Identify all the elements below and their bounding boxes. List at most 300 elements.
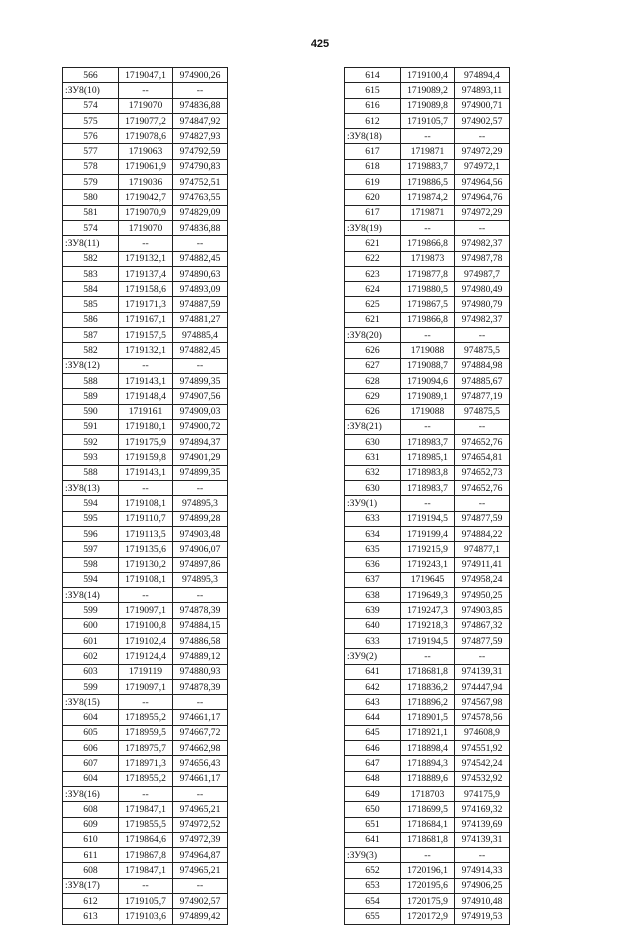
table-row	[345, 588, 510, 603]
x-coordinate-cell: 1719103,6	[119, 909, 173, 924]
table-row	[63, 190, 228, 205]
point-number-cell: :ЗУ8(20)	[345, 328, 401, 343]
table-row	[345, 664, 510, 679]
point-number-cell: 626	[345, 404, 401, 419]
table-row	[345, 98, 510, 113]
y-coordinate-cell: --	[173, 695, 228, 710]
y-coordinate-cell: --	[455, 649, 510, 664]
x-coordinate-cell: 1719194,5	[401, 511, 455, 526]
point-number-cell: 578	[63, 159, 119, 174]
point-number-cell: 588	[63, 373, 119, 388]
point-number-cell: 629	[345, 389, 401, 404]
y-coordinate-cell: 974139,31	[455, 832, 510, 847]
point-number-cell: 614	[345, 68, 401, 83]
table-row	[345, 358, 510, 373]
x-coordinate-cell: 1719180,1	[119, 419, 173, 434]
y-coordinate-cell: 974661,17	[173, 710, 228, 725]
y-coordinate-cell: 974895,3	[173, 572, 228, 587]
y-coordinate-cell: 974893,09	[173, 282, 228, 297]
x-coordinate-cell: 1720195,6	[401, 878, 455, 893]
point-number-cell: 627	[345, 358, 401, 373]
table-row	[345, 618, 510, 633]
point-number-cell: :ЗУ8(13)	[63, 481, 119, 496]
x-coordinate-cell: 1719873	[401, 251, 455, 266]
y-coordinate-cell: 974652,76	[455, 435, 510, 450]
table-row	[345, 312, 510, 327]
y-coordinate-cell: 974792,59	[173, 144, 228, 159]
x-coordinate-cell: 1719874,2	[401, 190, 455, 205]
y-coordinate-cell: 974965,21	[173, 802, 228, 817]
point-number-cell: 633	[345, 633, 401, 648]
point-number-cell: :ЗУ8(16)	[63, 786, 119, 801]
point-number-cell: 599	[63, 603, 119, 618]
table-row	[63, 588, 228, 603]
point-number-cell: 610	[63, 832, 119, 847]
table-row	[63, 603, 228, 618]
table-row	[345, 450, 510, 465]
y-coordinate-cell: 974972,1	[455, 159, 510, 174]
table-row	[345, 266, 510, 281]
table-row	[345, 404, 510, 419]
point-number-cell: 625	[345, 297, 401, 312]
point-number-cell: 649	[345, 786, 401, 801]
point-number-cell: 589	[63, 389, 119, 404]
x-coordinate-cell: 1719847,1	[119, 863, 173, 878]
x-coordinate-cell: --	[401, 848, 455, 863]
point-number-cell: 624	[345, 282, 401, 297]
x-coordinate-cell: 1719130,2	[119, 557, 173, 572]
x-coordinate-cell: --	[401, 649, 455, 664]
y-coordinate-cell: 974875,5	[455, 343, 510, 358]
point-number-cell: 647	[345, 756, 401, 771]
y-coordinate-cell: 974884,98	[455, 358, 510, 373]
table-row	[63, 98, 228, 113]
table-row	[345, 679, 510, 694]
y-coordinate-cell: 974882,45	[173, 251, 228, 266]
point-number-cell: 616	[345, 98, 401, 113]
y-coordinate-cell: 974894,4	[455, 68, 510, 83]
table-row	[345, 144, 510, 159]
point-number-cell: 611	[63, 848, 119, 863]
table-row	[63, 511, 228, 526]
point-number-cell: 641	[345, 664, 401, 679]
y-coordinate-cell: 974972,52	[173, 817, 228, 832]
table-row	[345, 129, 510, 144]
point-number-cell: :ЗУ8(17)	[63, 878, 119, 893]
table-row	[63, 205, 228, 220]
y-coordinate-cell: 974890,63	[173, 266, 228, 281]
x-coordinate-cell: 1718921,1	[401, 725, 455, 740]
y-coordinate-cell: 974894,37	[173, 435, 228, 450]
y-coordinate-cell: 974169,32	[455, 802, 510, 817]
x-coordinate-cell: 1719855,5	[119, 817, 173, 832]
y-coordinate-cell: 974903,48	[173, 526, 228, 541]
point-number-cell: 588	[63, 465, 119, 480]
y-coordinate-cell: 974885,4	[173, 328, 228, 343]
x-coordinate-cell: 1719119	[119, 664, 173, 679]
table-row	[63, 894, 228, 909]
x-coordinate-cell: 1718901,5	[401, 710, 455, 725]
table-row	[63, 710, 228, 725]
x-coordinate-cell: 1719243,1	[401, 557, 455, 572]
y-coordinate-cell: 974903,85	[455, 603, 510, 618]
y-coordinate-cell: 974652,73	[455, 465, 510, 480]
y-coordinate-cell: 974895,3	[173, 496, 228, 511]
table-row	[345, 878, 510, 893]
point-number-cell: 596	[63, 526, 119, 541]
point-number-cell: :ЗУ9(1)	[345, 496, 401, 511]
table-row	[345, 909, 510, 924]
y-coordinate-cell: 974877,59	[455, 633, 510, 648]
y-coordinate-cell: 974880,93	[173, 664, 228, 679]
table-row	[345, 741, 510, 756]
point-number-cell: 622	[345, 251, 401, 266]
point-number-cell: 639	[345, 603, 401, 618]
x-coordinate-cell: 1718684,1	[401, 817, 455, 832]
x-coordinate-cell: 1718985,1	[401, 450, 455, 465]
x-coordinate-cell: 1718971,3	[119, 756, 173, 771]
x-coordinate-cell: 1719877,8	[401, 266, 455, 281]
x-coordinate-cell: 1719175,9	[119, 435, 173, 450]
y-coordinate-cell: --	[173, 786, 228, 801]
x-coordinate-cell: 1718983,8	[401, 465, 455, 480]
point-number-cell: :ЗУ8(18)	[345, 129, 401, 144]
point-number-cell: 592	[63, 435, 119, 450]
point-number-cell: 600	[63, 618, 119, 633]
table-row	[63, 419, 228, 434]
point-number-cell: 646	[345, 741, 401, 756]
y-coordinate-cell: 974654,81	[455, 450, 510, 465]
table-row	[345, 511, 510, 526]
y-coordinate-cell: 974608,9	[455, 725, 510, 740]
x-coordinate-cell: --	[119, 786, 173, 801]
y-coordinate-cell: --	[173, 358, 228, 373]
x-coordinate-cell: 1719194,5	[401, 633, 455, 648]
table-row	[63, 465, 228, 480]
point-number-cell: 595	[63, 511, 119, 526]
point-number-cell: 594	[63, 572, 119, 587]
point-number-cell: 628	[345, 373, 401, 388]
point-number-cell: 632	[345, 465, 401, 480]
x-coordinate-cell: 1719645	[401, 572, 455, 587]
y-coordinate-cell: 974847,92	[173, 113, 228, 128]
x-coordinate-cell: 1719649,3	[401, 588, 455, 603]
x-coordinate-cell: 1718681,8	[401, 664, 455, 679]
y-coordinate-cell: 974139,69	[455, 817, 510, 832]
x-coordinate-cell: --	[119, 695, 173, 710]
table-row	[345, 542, 510, 557]
x-coordinate-cell: --	[119, 481, 173, 496]
x-coordinate-cell: 1719042,7	[119, 190, 173, 205]
table-row	[63, 328, 228, 343]
y-coordinate-cell: 974886,58	[173, 633, 228, 648]
x-coordinate-cell: 1719088	[401, 343, 455, 358]
y-coordinate-cell: 974899,35	[173, 465, 228, 480]
y-coordinate-cell: 974899,35	[173, 373, 228, 388]
y-coordinate-cell: 974884,22	[455, 526, 510, 541]
point-number-cell: 599	[63, 679, 119, 694]
y-coordinate-cell: 974906,25	[455, 878, 510, 893]
table-row	[345, 282, 510, 297]
point-number-cell: 612	[345, 113, 401, 128]
point-number-cell: 579	[63, 175, 119, 190]
point-number-cell: 576	[63, 129, 119, 144]
table-row	[63, 817, 228, 832]
point-number-cell: :ЗУ8(12)	[63, 358, 119, 373]
table-row	[63, 496, 228, 511]
x-coordinate-cell: 1719097,1	[119, 679, 173, 694]
table-row	[63, 175, 228, 190]
y-coordinate-cell: 974881,27	[173, 312, 228, 327]
point-number-cell: 626	[345, 343, 401, 358]
table-row	[345, 251, 510, 266]
x-coordinate-cell: 1719089,2	[401, 83, 455, 98]
coordinates-table-right	[344, 67, 510, 925]
x-coordinate-cell: 1719867,8	[119, 848, 173, 863]
point-number-cell: 582	[63, 343, 119, 358]
y-coordinate-cell: --	[173, 878, 228, 893]
point-number-cell: 584	[63, 282, 119, 297]
x-coordinate-cell: 1719215,9	[401, 542, 455, 557]
x-coordinate-cell: 1719077,2	[119, 113, 173, 128]
y-coordinate-cell: 974887,59	[173, 297, 228, 312]
table-row	[345, 328, 510, 343]
x-coordinate-cell: --	[401, 419, 455, 434]
x-coordinate-cell: --	[119, 236, 173, 251]
table-row	[345, 435, 510, 450]
table-row	[63, 832, 228, 847]
point-number-cell: 608	[63, 802, 119, 817]
x-coordinate-cell: --	[401, 129, 455, 144]
x-coordinate-cell: 1719110,7	[119, 511, 173, 526]
y-coordinate-cell: 974972,39	[173, 832, 228, 847]
point-number-cell: 618	[345, 159, 401, 174]
point-number-cell: 566	[63, 68, 119, 83]
table-row	[63, 572, 228, 587]
point-number-cell: 608	[63, 863, 119, 878]
x-coordinate-cell: 1719161	[119, 404, 173, 419]
y-coordinate-cell: 974882,45	[173, 343, 228, 358]
y-coordinate-cell: 974987,78	[455, 251, 510, 266]
point-number-cell: 623	[345, 266, 401, 281]
x-coordinate-cell: 1720172,9	[401, 909, 455, 924]
y-coordinate-cell: 974885,67	[455, 373, 510, 388]
point-number-cell: 641	[345, 832, 401, 847]
table-row	[345, 68, 510, 83]
y-coordinate-cell: 974965,21	[173, 863, 228, 878]
y-coordinate-cell: 974829,09	[173, 205, 228, 220]
point-number-cell: 644	[345, 710, 401, 725]
x-coordinate-cell: 1719866,8	[401, 312, 455, 327]
table-row	[63, 236, 228, 251]
y-coordinate-cell: 974875,5	[455, 404, 510, 419]
table-row	[345, 343, 510, 358]
x-coordinate-cell: 1719070,9	[119, 205, 173, 220]
x-coordinate-cell: 1719063	[119, 144, 173, 159]
point-number-cell: :ЗУ8(10)	[63, 83, 119, 98]
table-row	[63, 404, 228, 419]
table-row	[345, 496, 510, 511]
y-coordinate-cell: 974836,88	[173, 220, 228, 235]
x-coordinate-cell: 1719108,1	[119, 496, 173, 511]
x-coordinate-cell: 1718959,5	[119, 725, 173, 740]
x-coordinate-cell: 1718703	[401, 786, 455, 801]
table-row	[63, 144, 228, 159]
point-number-cell: 615	[345, 83, 401, 98]
x-coordinate-cell: --	[119, 878, 173, 893]
y-coordinate-cell: 974836,88	[173, 98, 228, 113]
point-number-cell: 619	[345, 175, 401, 190]
y-coordinate-cell: 974900,72	[173, 419, 228, 434]
table-row	[345, 894, 510, 909]
x-coordinate-cell: 1719105,7	[401, 113, 455, 128]
table-row	[63, 633, 228, 648]
x-coordinate-cell: 1719100,8	[119, 618, 173, 633]
table-row	[63, 664, 228, 679]
table-row	[345, 83, 510, 98]
y-coordinate-cell: 974567,98	[455, 695, 510, 710]
y-coordinate-cell: 974447,94	[455, 679, 510, 694]
y-coordinate-cell: --	[455, 129, 510, 144]
x-coordinate-cell: 1719124,4	[119, 649, 173, 664]
y-coordinate-cell: 974867,32	[455, 618, 510, 633]
y-coordinate-cell: --	[455, 496, 510, 511]
table-row	[63, 863, 228, 878]
table-row	[63, 159, 228, 174]
x-coordinate-cell: --	[119, 358, 173, 373]
y-coordinate-cell: 974982,37	[455, 312, 510, 327]
table-row	[63, 113, 228, 128]
x-coordinate-cell: 1719199,4	[401, 526, 455, 541]
x-coordinate-cell: 1720196,1	[401, 863, 455, 878]
y-coordinate-cell: 974532,92	[455, 771, 510, 786]
table-row	[345, 603, 510, 618]
table-row	[63, 542, 228, 557]
table-row	[345, 633, 510, 648]
table-row	[63, 312, 228, 327]
table-row	[63, 358, 228, 373]
table-row	[345, 817, 510, 832]
x-coordinate-cell: 1718699,5	[401, 802, 455, 817]
point-number-cell: 580	[63, 190, 119, 205]
x-coordinate-cell: 1718889,6	[401, 771, 455, 786]
y-coordinate-cell: 974899,42	[173, 909, 228, 924]
x-coordinate-cell: 1719864,6	[119, 832, 173, 847]
table-row	[345, 297, 510, 312]
point-number-cell: 585	[63, 297, 119, 312]
table-row	[345, 465, 510, 480]
y-coordinate-cell: 974950,25	[455, 588, 510, 603]
x-coordinate-cell: 1718983,7	[401, 435, 455, 450]
point-number-cell: 574	[63, 98, 119, 113]
y-coordinate-cell: 974964,87	[173, 848, 228, 863]
y-coordinate-cell: 974972,29	[455, 205, 510, 220]
page-number: 425	[310, 38, 330, 50]
point-number-cell: 582	[63, 251, 119, 266]
point-number-cell: 604	[63, 710, 119, 725]
point-number-cell: 634	[345, 526, 401, 541]
table-row	[63, 695, 228, 710]
y-coordinate-cell: 974827,93	[173, 129, 228, 144]
x-coordinate-cell: 1718681,8	[401, 832, 455, 847]
point-number-cell: 636	[345, 557, 401, 572]
table-row	[63, 771, 228, 786]
y-coordinate-cell: --	[455, 220, 510, 235]
point-number-cell: 640	[345, 618, 401, 633]
table-row	[63, 435, 228, 450]
x-coordinate-cell: --	[401, 220, 455, 235]
point-number-cell: 654	[345, 894, 401, 909]
y-coordinate-cell: 974900,26	[173, 68, 228, 83]
x-coordinate-cell: 1719132,1	[119, 251, 173, 266]
point-number-cell: 606	[63, 741, 119, 756]
point-number-cell: :ЗУ8(15)	[63, 695, 119, 710]
table-row	[345, 786, 510, 801]
point-number-cell: :ЗУ8(11)	[63, 236, 119, 251]
point-number-cell: 635	[345, 542, 401, 557]
point-number-cell: 575	[63, 113, 119, 128]
x-coordinate-cell: 1719159,8	[119, 450, 173, 465]
point-number-cell: 583	[63, 266, 119, 281]
table-row	[63, 282, 228, 297]
point-number-cell: 652	[345, 863, 401, 878]
table-row	[345, 113, 510, 128]
y-coordinate-cell: 974900,71	[455, 98, 510, 113]
point-number-cell: 590	[63, 404, 119, 419]
x-coordinate-cell: 1719167,1	[119, 312, 173, 327]
table-row	[345, 649, 510, 664]
point-number-cell: 633	[345, 511, 401, 526]
y-coordinate-cell: 974877,1	[455, 542, 510, 557]
x-coordinate-cell: 1719088	[401, 404, 455, 419]
x-coordinate-cell: 1718836,2	[401, 679, 455, 694]
table-row	[345, 190, 510, 205]
y-coordinate-cell: 974980,49	[455, 282, 510, 297]
x-coordinate-cell: 1719089,8	[401, 98, 455, 113]
table-row	[345, 572, 510, 587]
y-coordinate-cell: 974907,56	[173, 389, 228, 404]
x-coordinate-cell: 1719871	[401, 144, 455, 159]
point-number-cell: :ЗУ8(19)	[345, 220, 401, 235]
y-coordinate-cell: 974877,19	[455, 389, 510, 404]
y-coordinate-cell: 974964,76	[455, 190, 510, 205]
table-row	[345, 481, 510, 496]
point-number-cell: :ЗУ8(21)	[345, 419, 401, 434]
table-row	[63, 878, 228, 893]
point-number-cell: 651	[345, 817, 401, 832]
y-coordinate-cell: 974901,29	[173, 450, 228, 465]
y-coordinate-cell: 974662,98	[173, 741, 228, 756]
x-coordinate-cell: 1719883,7	[401, 159, 455, 174]
point-number-cell: 650	[345, 802, 401, 817]
table-row	[345, 526, 510, 541]
point-number-cell: 577	[63, 144, 119, 159]
point-number-cell: 581	[63, 205, 119, 220]
y-coordinate-cell: 974897,86	[173, 557, 228, 572]
x-coordinate-cell: 1718975,7	[119, 741, 173, 756]
y-coordinate-cell: 974667,72	[173, 725, 228, 740]
y-coordinate-cell: 974542,24	[455, 756, 510, 771]
y-coordinate-cell: 974878,39	[173, 679, 228, 694]
x-coordinate-cell: 1719078,6	[119, 129, 173, 144]
x-coordinate-cell: 1719886,5	[401, 175, 455, 190]
table-row	[345, 756, 510, 771]
point-number-cell: 574	[63, 220, 119, 235]
y-coordinate-cell: --	[173, 83, 228, 98]
point-number-cell: 617	[345, 144, 401, 159]
x-coordinate-cell: 1719157,5	[119, 328, 173, 343]
point-number-cell: 586	[63, 312, 119, 327]
